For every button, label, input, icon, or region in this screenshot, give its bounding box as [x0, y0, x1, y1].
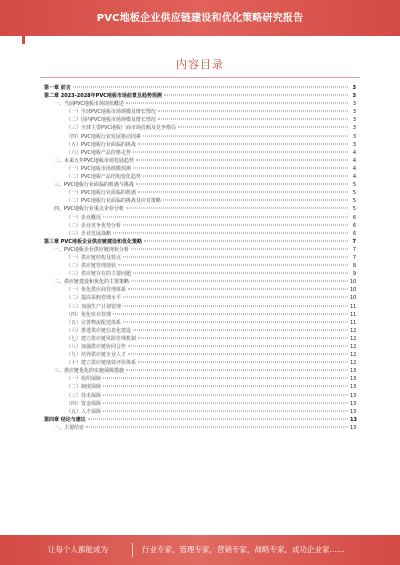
toc-entry-page: 3 — [352, 101, 356, 108]
toc-entry-label: 第三章 PVC地板企业供应链建设和优化策略 — [44, 238, 142, 245]
toc-divider — [40, 77, 360, 78]
toc-leader-dots — [163, 200, 348, 201]
toc-entry-page: 4 — [352, 157, 356, 164]
toc-entry-label: 第四章 结论与建议 — [44, 416, 86, 423]
toc-entry-label: （五）完善物流配送体系 — [66, 319, 122, 326]
toc-entry[interactable] — [44, 294, 356, 302]
toc-entry-label: 第一章 前言 — [44, 85, 71, 91]
toc-entry[interactable] — [44, 351, 356, 359]
toc-entry[interactable] — [44, 149, 356, 157]
toc-entry[interactable] — [44, 157, 356, 165]
toc-heading: 内容目录 — [176, 58, 224, 71]
toc-entry[interactable] — [44, 254, 356, 262]
toc-entry-label: 三、PVC地板行业面临的机遇与挑战 — [54, 182, 134, 189]
toc-leader-dots — [138, 337, 348, 338]
toc-leader-dots — [138, 143, 348, 144]
toc-entry-page: 5 — [352, 190, 356, 197]
toc-leader-dots — [128, 289, 348, 290]
toc-entry-page: 11 — [350, 303, 357, 310]
toc-leader-dots — [136, 159, 348, 160]
toc-entry[interactable] — [44, 100, 356, 108]
toc-entry[interactable] — [44, 262, 356, 270]
toc-entry[interactable] — [44, 124, 356, 132]
toc-entry[interactable] — [44, 383, 356, 391]
toc-leader-dots — [158, 119, 348, 120]
footer-divider — [132, 543, 133, 557]
toc-entry-page: 13 — [350, 424, 357, 431]
footer-slogan: 让每个人都能成为 — [48, 545, 108, 554]
toc-entry-page: 6 — [352, 214, 356, 221]
top-banner — [0, 0, 400, 36]
toc-entry[interactable] — [44, 311, 356, 319]
toc-leader-dots — [123, 224, 348, 225]
toc-leader-dots — [128, 354, 348, 355]
toc-leader-dots — [123, 305, 348, 306]
toc-entry[interactable] — [44, 270, 356, 278]
toc-leader-dots — [73, 87, 348, 88]
toc-entry-label: （六）PVC地板产品价格走势 — [66, 149, 131, 156]
toc-leader-dots — [103, 378, 348, 379]
toc-entry-label: （一）组织保障 — [66, 376, 102, 383]
toc-entry-label: （一）PVC地板市场规模预测 — [66, 165, 131, 172]
toc-entry[interactable] — [44, 214, 356, 222]
toc-leader-dots — [103, 386, 348, 387]
toc-leader-dots — [126, 208, 348, 209]
toc-entry[interactable] — [44, 197, 356, 205]
toc-leader-dots — [113, 232, 348, 233]
toc-entry-page: 10 — [350, 295, 357, 302]
toc-entry[interactable] — [44, 246, 356, 254]
toc-entry[interactable] — [44, 84, 356, 92]
toc-entry-label: 三、供应链优化的实施保障措施 — [54, 368, 125, 375]
toc-entry-page: 13 — [350, 384, 357, 391]
toc-leader-dots — [143, 135, 348, 136]
toc-entry[interactable] — [44, 335, 356, 343]
toc-entry-page: 13 — [350, 416, 357, 423]
toc-leader-dots — [133, 151, 348, 152]
toc-entry-page: 8 — [352, 263, 356, 270]
toc-entry[interactable] — [44, 408, 356, 416]
toc-entry[interactable] — [44, 173, 356, 181]
toc-leader-dots — [136, 184, 348, 185]
toc-entry-label: 二、未来五年PVC地板市场发展趋势 — [54, 157, 134, 164]
toc-entry[interactable] — [44, 108, 356, 116]
toc-leader-dots — [118, 265, 348, 266]
toc-entry[interactable] — [44, 400, 356, 408]
toc-leader-dots — [103, 410, 348, 411]
toc-leader-dots — [158, 111, 348, 112]
table-of-contents — [44, 84, 356, 432]
toc-entry[interactable] — [44, 230, 356, 238]
toc-entry-page: 12 — [350, 360, 357, 367]
toc-leader-dots — [138, 362, 348, 363]
toc-leader-dots — [88, 418, 348, 419]
toc-entry-page: 12 — [350, 352, 357, 359]
toc-entry-label: （五）人才保障 — [66, 408, 102, 415]
toc-entry-label: （一）优化供应商管理体系 — [66, 287, 127, 294]
toc-entry-label: （四）资金保障 — [66, 400, 102, 407]
toc-entry-label: （二）PVC地板行业面临的挑战及应对策略 — [66, 198, 161, 205]
toc-entry-page: 3 — [352, 85, 356, 91]
toc-entry-label: （八）加强供应链协同合作 — [66, 344, 127, 350]
toc-entry-page: 10 — [350, 287, 357, 294]
toc-leader-dots — [133, 273, 348, 274]
toc-entry-label: 一、当前PVC地板市场现状概述 — [54, 101, 124, 108]
toc-entry-page: 6 — [352, 230, 356, 237]
toc-leader-dots — [133, 167, 348, 168]
toc-entry-page: 12 — [350, 344, 357, 350]
toc-leader-dots — [123, 256, 348, 257]
toc-entry-label: 四、PVC地板行业重点企业分析 — [54, 206, 124, 213]
toc-entry-label: （六）推进供应链信息化建设 — [66, 327, 132, 334]
toc-entry-page: 6 — [352, 222, 356, 229]
toc-entry[interactable] — [44, 116, 356, 124]
toc-entry-page: 3 — [352, 133, 356, 140]
toc-leader-dots — [126, 370, 348, 371]
toc-entry-page: 4 — [352, 149, 356, 156]
bottom-banner — [0, 535, 400, 565]
toc-leader-dots — [144, 240, 348, 241]
toc-entry-page: 3 — [352, 93, 356, 100]
toc-entry-label: （二）PVC地板产品结构变化趋势 — [66, 174, 141, 181]
footer-roles: 行业专家，管理专家，营销专家，战略专家，成功企业家…… — [142, 545, 345, 554]
toc-entry[interactable] — [44, 181, 356, 189]
toc-entry-page: 13 — [350, 400, 357, 407]
toc-entry-page: 10 — [350, 279, 357, 286]
toc-entry[interactable] — [44, 327, 356, 335]
toc-entry-label: （三）全球主要PVC地板厂商市场份额及竞争格局 — [66, 125, 176, 132]
toc-leader-dots — [123, 297, 348, 298]
toc-entry[interactable] — [44, 359, 356, 367]
toc-leader-dots — [143, 176, 348, 177]
toc-entry-page: 3 — [352, 125, 356, 132]
toc-entry[interactable] — [44, 205, 356, 213]
toc-entry-page: 13 — [350, 408, 357, 415]
toc-entry-page: 7 — [352, 246, 356, 253]
toc-leader-dots — [164, 95, 348, 96]
toc-entry-page: 4 — [352, 174, 356, 181]
toc-entry-page: 3 — [352, 117, 356, 124]
toc-entry-page: 12 — [350, 335, 357, 342]
toc-entry-label: （一）PVC地板行业面临的机遇 — [66, 190, 136, 197]
toc-leader-dots — [86, 426, 348, 427]
toc-entry-label: （一）供应链结构及特点 — [66, 254, 122, 261]
toc-entry[interactable] — [44, 392, 356, 400]
toc-entry-page: 13 — [350, 376, 357, 383]
toc-entry-label: （一）全球PVC地板市场规模及增长情况 — [66, 109, 156, 116]
toc-entry-label: （五）PVC地板行业面临的挑战 — [66, 141, 136, 148]
toc-entry-label: （十）建立供应链绩效评价体系 — [66, 360, 137, 367]
toc-leader-dots — [131, 248, 348, 249]
toc-entry[interactable] — [44, 424, 356, 432]
toc-entry-label: （二）供应链管理现状 — [66, 263, 117, 270]
toc-entry-page: 5 — [352, 198, 356, 205]
toc-entry-page: 5 — [352, 206, 356, 213]
toc-entry-page: 3 — [352, 141, 356, 148]
toc-entry[interactable] — [44, 141, 356, 149]
toc-entry[interactable] — [44, 238, 356, 246]
toc-entry-label: 一、主要结论 — [54, 424, 85, 431]
toc-entry[interactable] — [44, 303, 356, 311]
toc-leader-dots — [103, 394, 348, 395]
toc-leader-dots — [113, 313, 348, 314]
toc-entry[interactable] — [44, 133, 356, 141]
toc-entry-page: 11 — [350, 311, 357, 318]
toc-entry-page: 11 — [350, 319, 357, 326]
toc-entry-label: （二）企业竞争优势分析 — [66, 222, 122, 229]
toc-entry[interactable] — [44, 222, 356, 230]
toc-entry[interactable] — [44, 367, 356, 375]
toc-entry-label: （三）技术保障 — [66, 392, 102, 399]
toc-entry[interactable] — [44, 319, 356, 327]
toc-entry-label: （三）供应链存在的主要问题 — [66, 271, 132, 278]
toc-leader-dots — [126, 103, 348, 104]
toc-entry-label: （二）制度保障 — [66, 384, 102, 391]
toc-entry-page: 13 — [350, 392, 357, 399]
toc-leader-dots — [103, 216, 348, 217]
toc-entry[interactable] — [44, 165, 356, 173]
toc-entry-label: 第二章 2023-2028年PVC地板市场前景及趋势预测 — [44, 93, 162, 100]
toc-leader-dots — [123, 321, 348, 322]
toc-entry-label: （四）PVC地板行业发展驱动因素 — [66, 133, 141, 140]
toc-entry[interactable] — [44, 92, 356, 100]
toc-entry-page: 3 — [352, 109, 356, 116]
toc-leader-dots — [178, 127, 348, 128]
accent-bar — [22, 36, 25, 44]
toc-entry[interactable] — [44, 343, 356, 351]
toc-entry-label: （四）优化库存管理 — [66, 311, 112, 318]
toc-leader-dots — [133, 329, 348, 330]
toc-entry-label: （九）培养供应链专业人才 — [66, 352, 127, 359]
toc-leader-dots — [103, 402, 348, 403]
toc-entry[interactable] — [44, 286, 356, 294]
toc-entry-page: 9 — [352, 271, 356, 278]
toc-entry[interactable] — [44, 375, 356, 383]
toc-entry-page: 12 — [350, 327, 357, 334]
toc-entry-page: 5 — [352, 182, 356, 189]
toc-entry-label: （二）国内PVC地板市场规模及增长情况 — [66, 117, 156, 124]
toc-entry-label: （二）提高采购管理水平 — [66, 295, 122, 302]
toc-entry-label: （三）加强生产计划管理 — [66, 303, 122, 310]
toc-leader-dots — [128, 346, 348, 347]
toc-entry-page: 7 — [352, 254, 356, 261]
toc-entry-label: （一）企业概况 — [66, 214, 102, 221]
toc-entry-label: 一、PVC地板企业供应链现状分析 — [54, 246, 129, 253]
toc-leader-dots — [138, 192, 348, 193]
toc-entry-label: （三）企业发展战略 — [66, 230, 112, 237]
toc-entry[interactable] — [44, 189, 356, 197]
toc-leader-dots — [131, 281, 348, 282]
toc-entry-label: 二、供应链建设和优化的主要策略 — [54, 279, 130, 286]
report-title: PVC地板企业供应链建设和优化策略研究报告 — [96, 13, 304, 24]
toc-entry[interactable] — [44, 416, 356, 424]
toc-entry-page: 4 — [352, 165, 356, 172]
toc-entry[interactable] — [44, 278, 356, 286]
toc-entry-page: 13 — [350, 368, 357, 375]
toc-entry-page: 7 — [352, 238, 356, 245]
toc-entry-label: （七）建立供应链风险管理机制 — [66, 335, 137, 342]
